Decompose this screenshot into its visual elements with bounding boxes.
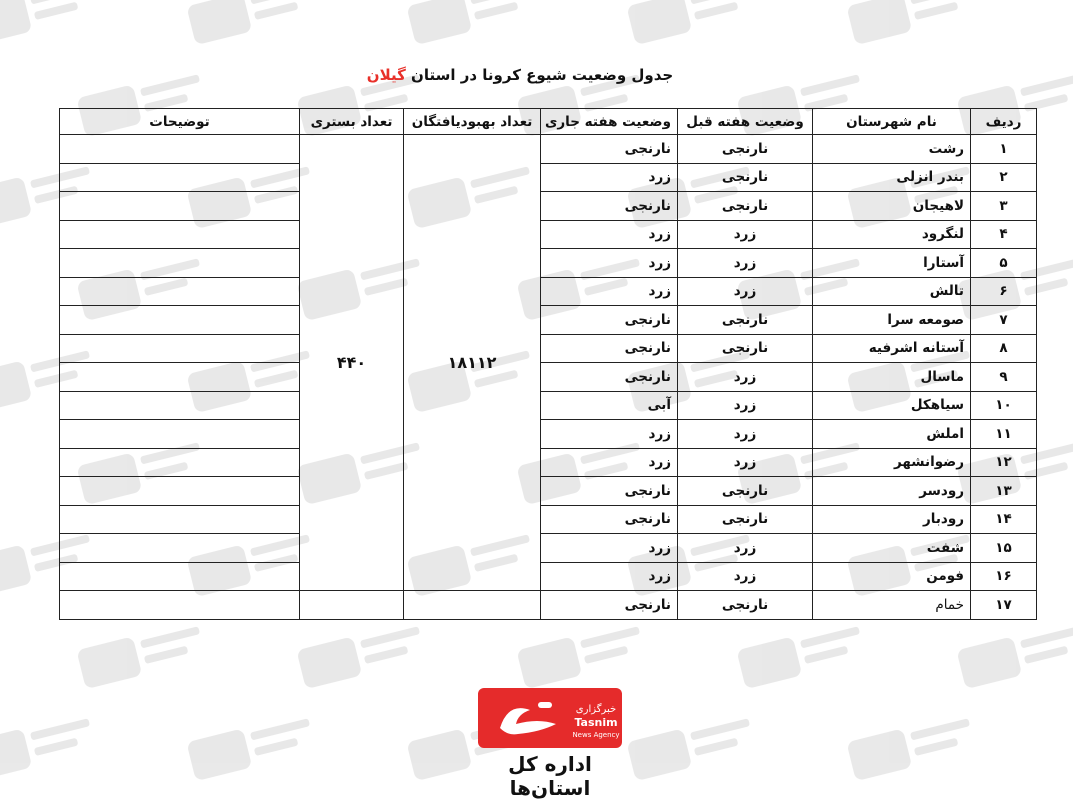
row-number: ۱۳: [971, 477, 1037, 506]
row-number: ۶: [971, 277, 1037, 306]
row-number: ۱۷: [971, 591, 1037, 620]
city-name: سیاهکل: [813, 391, 971, 420]
title-province: گیلان: [366, 66, 406, 84]
current-week-status: آبی: [541, 391, 678, 420]
city-name: لنگرود: [813, 220, 971, 249]
city-name: املش: [813, 420, 971, 449]
city-name: شفت: [813, 534, 971, 563]
prev-week-status: نارنجی: [678, 306, 813, 335]
row-number: ۱۴: [971, 505, 1037, 534]
current-week-status: نارنجی: [541, 505, 678, 534]
table-row: [60, 591, 1037, 620]
row-number: ۹: [971, 363, 1037, 392]
notes-cell: [60, 391, 300, 420]
header-row-number: ردیف: [971, 109, 1037, 135]
current-week-status: زرد: [541, 448, 678, 477]
watermark-tile: [626, 0, 763, 51]
page-title: [360, 66, 680, 84]
row-number: ۳: [971, 192, 1037, 221]
notes-cell: [60, 277, 300, 306]
current-week-status: زرد: [541, 249, 678, 278]
row-number: ۱۱: [971, 420, 1037, 449]
watermark-tile: [846, 0, 983, 51]
table-row: [60, 192, 1037, 221]
prev-week-status: زرد: [678, 391, 813, 420]
notes-cell: [60, 534, 300, 563]
header-current-week: وضعیت هفته جاری: [541, 109, 678, 135]
current-week-status: زرد: [541, 277, 678, 306]
prev-week-status: نارنجی: [678, 477, 813, 506]
table-row: [60, 477, 1037, 506]
table-row: [60, 363, 1037, 392]
row-number: ۴: [971, 220, 1037, 249]
recovered-empty-cell: [404, 591, 541, 620]
table-row: [60, 249, 1037, 278]
city-name: ماسال: [813, 363, 971, 392]
watermark-tile: [626, 711, 763, 787]
notes-cell: [60, 249, 300, 278]
notes-cell: [60, 477, 300, 506]
prev-week-status: زرد: [678, 249, 813, 278]
current-week-status: نارنجی: [541, 591, 678, 620]
watermark-tile: [516, 619, 653, 695]
current-week-status: زرد: [541, 420, 678, 449]
row-number: ۱۶: [971, 562, 1037, 591]
city-name: بندر انزلی: [813, 163, 971, 192]
current-week-status: زرد: [541, 562, 678, 591]
current-week-status: نارنجی: [541, 192, 678, 221]
hospitalized-total: ۴۴۰: [300, 135, 404, 591]
notes-cell: [60, 334, 300, 363]
city-name: آستارا: [813, 249, 971, 278]
current-week-status: زرد: [541, 220, 678, 249]
city-name: رودسر: [813, 477, 971, 506]
logo-brand-en: Tasnim: [574, 716, 618, 729]
watermark-tile: [0, 0, 104, 51]
watermark-tile: [956, 619, 1073, 695]
city-name: رشت: [813, 135, 971, 164]
watermark-tile: [186, 711, 323, 787]
city-name: آستانه اشرفیه: [813, 334, 971, 363]
prev-week-status: زرد: [678, 277, 813, 306]
header-hospitalized: تعداد بستری: [300, 109, 404, 135]
table-row: [60, 505, 1037, 534]
watermark-tile: [846, 711, 983, 787]
notes-cell: [60, 306, 300, 335]
table-row: [60, 334, 1037, 363]
notes-cell: [60, 448, 300, 477]
city-name: خمام: [813, 591, 971, 620]
current-week-status: نارنجی: [541, 135, 678, 164]
row-number: ۷: [971, 306, 1037, 335]
prev-week-status: زرد: [678, 448, 813, 477]
title-prefix: جدول وضعیت شیوع کرونا در استان: [411, 66, 674, 84]
logo-sub-en: News Agency: [572, 731, 620, 739]
row-number: ۱۰: [971, 391, 1037, 420]
city-name: تالش: [813, 277, 971, 306]
recovered-total: ۱۸۱۱۲: [404, 135, 541, 591]
tasnim-logo: [478, 688, 622, 748]
notes-cell: [60, 562, 300, 591]
current-week-status: زرد: [541, 534, 678, 563]
notes-cell: [60, 135, 300, 164]
table-header-row: [60, 109, 1037, 135]
notes-cell: [60, 505, 300, 534]
header-city: نام شهرستان: [813, 109, 971, 135]
watermark-tile: [186, 0, 323, 51]
row-number: ۵: [971, 249, 1037, 278]
table-row: [60, 306, 1037, 335]
hospitalized-empty-cell: [300, 591, 404, 620]
table-row: [60, 534, 1037, 563]
current-week-status: زرد: [541, 163, 678, 192]
notes-cell: [60, 220, 300, 249]
logo-caption: اداره کل استان‌ها: [508, 752, 592, 800]
city-name: رضوانشهر: [813, 448, 971, 477]
header-prev-week: وضعیت هفته قبل: [678, 109, 813, 135]
prev-week-status: نارنجی: [678, 163, 813, 192]
prev-week-status: نارنجی: [678, 591, 813, 620]
prev-week-status: نارنجی: [678, 334, 813, 363]
prev-week-status: زرد: [678, 562, 813, 591]
notes-cell: [60, 192, 300, 221]
city-name: صومعه سرا: [813, 306, 971, 335]
header-recovered: تعداد بهبودیافتگان: [404, 109, 541, 135]
row-number: ۱: [971, 135, 1037, 164]
row-number: ۸: [971, 334, 1037, 363]
prev-week-status: زرد: [678, 220, 813, 249]
prev-week-status: نارنجی: [678, 135, 813, 164]
notes-cell: [60, 420, 300, 449]
watermark-tile: [736, 619, 873, 695]
watermark-tile: [0, 711, 104, 787]
logo-brand-fa: خبرگزاری: [575, 704, 617, 715]
row-number: ۱۵: [971, 534, 1037, 563]
current-week-status: نارنجی: [541, 334, 678, 363]
notes-cell: [60, 591, 300, 620]
row-number: ۱۲: [971, 448, 1037, 477]
current-week-status: نارنجی: [541, 363, 678, 392]
notes-cell: [60, 163, 300, 192]
city-name: فومن: [813, 562, 971, 591]
prev-week-status: نارنجی: [678, 505, 813, 534]
corona-status-table: [59, 108, 1037, 620]
current-week-status: نارنجی: [541, 306, 678, 335]
header-notes: توضیحات: [60, 109, 300, 135]
watermark-tile: [406, 0, 543, 51]
table-row: [60, 448, 1037, 477]
watermark-tile: [296, 619, 433, 695]
table-row: [60, 135, 1037, 164]
city-name: رودبار: [813, 505, 971, 534]
prev-week-status: زرد: [678, 420, 813, 449]
watermark-tile: [76, 619, 213, 695]
current-week-status: نارنجی: [541, 477, 678, 506]
row-number: ۲: [971, 163, 1037, 192]
table-row: [60, 391, 1037, 420]
table-row: [60, 562, 1037, 591]
table-row: [60, 277, 1037, 306]
table-row: [60, 420, 1037, 449]
city-name: لاهیجان: [813, 192, 971, 221]
notes-cell: [60, 363, 300, 392]
prev-week-status: زرد: [678, 534, 813, 563]
prev-week-status: نارنجی: [678, 192, 813, 221]
table-row: [60, 163, 1037, 192]
prev-week-status: زرد: [678, 363, 813, 392]
table-row: [60, 220, 1037, 249]
